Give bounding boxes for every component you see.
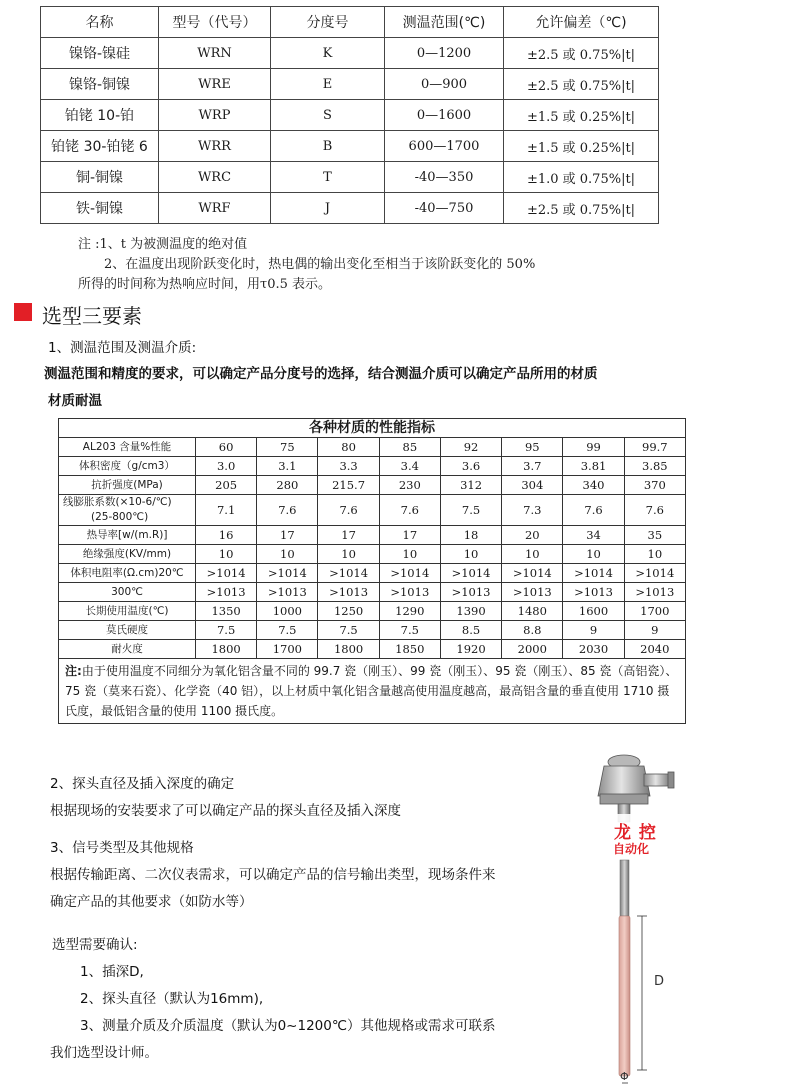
table-cell: 10 bbox=[257, 545, 318, 564]
table-cell: >1014 bbox=[196, 564, 257, 583]
table-cell: 17 bbox=[318, 526, 379, 545]
table-cell: 1250 bbox=[318, 602, 379, 621]
table-cell: 205 bbox=[196, 476, 257, 495]
header-tolerance: 允许偏差（℃) bbox=[504, 7, 659, 38]
row-tolerance: ±2.5 或 0.75%|t| bbox=[504, 193, 659, 224]
row-model: WRN bbox=[159, 38, 271, 69]
table-cell: 10 bbox=[196, 545, 257, 564]
table-cell: 2030 bbox=[563, 640, 624, 659]
row-graduation: B bbox=[271, 131, 385, 162]
table-cell: 1390 bbox=[440, 602, 501, 621]
table-cell: 7.1 bbox=[196, 495, 257, 526]
row-model: WRF bbox=[159, 193, 271, 224]
row-graduation: E bbox=[271, 69, 385, 100]
table-cell: 280 bbox=[257, 476, 318, 495]
row-tolerance: ±1.5 或 0.25%|t| bbox=[504, 100, 659, 131]
table-cell: 17 bbox=[257, 526, 318, 545]
table-cell: 7.5 bbox=[257, 621, 318, 640]
table-row bbox=[59, 564, 686, 583]
table-cell: 2000 bbox=[502, 640, 563, 659]
row-label: 耐火度 bbox=[59, 640, 196, 659]
table-cell: 8.8 bbox=[502, 621, 563, 640]
row-label: 300℃ bbox=[59, 583, 196, 602]
confirm-item-4: 我们选型设计师。 bbox=[50, 1045, 158, 1061]
table-row bbox=[41, 193, 659, 224]
table-cell: 7.6 bbox=[379, 495, 440, 526]
table-cell: >1014 bbox=[624, 564, 685, 583]
item2-title: 2、探头直径及插入深度的确定 bbox=[50, 776, 235, 792]
dimension-phi-label: Φ bbox=[620, 1070, 629, 1083]
section-marker bbox=[14, 303, 32, 321]
row-label-line-2: (25-800℃) bbox=[91, 511, 149, 523]
table-cell: 230 bbox=[379, 476, 440, 495]
row-graduation: K bbox=[271, 38, 385, 69]
row-model: WRR bbox=[159, 131, 271, 162]
table-cell: >1013 bbox=[257, 583, 318, 602]
table-cell: >1013 bbox=[196, 583, 257, 602]
item3-text-1: 根据传输距离、二次仪表需求，可以确定产品的信号输出类型，现场条件来 bbox=[50, 867, 496, 883]
table-cell: 215.7 bbox=[318, 476, 379, 495]
table-row bbox=[59, 495, 686, 526]
table-cell: 7.6 bbox=[257, 495, 318, 526]
table-note-text: 由于使用温度不同细分为氧化铝含量不同的 99.7 瓷（刚玉）、99 瓷（刚玉）、95 瓷（刚玉）、85 瓷（高铝瓷）、75 瓷（莫来石瓷）、化学瓷（40 铝），以上材质中氧化铝含量越高使用温度越高，最高铝含量的垂直使用 1710 摄氏度，最低铝含量的使用 1100 摄氏度。 bbox=[65, 664, 678, 718]
table-cell: 7.3 bbox=[502, 495, 563, 526]
table-row bbox=[59, 457, 686, 476]
table-cell: 20 bbox=[502, 526, 563, 545]
row-name: 镍铬-镍硅 bbox=[41, 38, 159, 69]
table-cell: >1014 bbox=[318, 564, 379, 583]
section-title: 选型三要素 bbox=[42, 304, 142, 328]
item1-title: 1、测温范围及测温介质: bbox=[48, 340, 197, 356]
table-cell: 8.5 bbox=[440, 621, 501, 640]
table-cell: 7.6 bbox=[563, 495, 624, 526]
table-cell: 95 bbox=[502, 438, 563, 457]
table-cell: 3.81 bbox=[563, 457, 624, 476]
table-cell: >1014 bbox=[440, 564, 501, 583]
table-cell: 3.3 bbox=[318, 457, 379, 476]
thermocouple-product-image bbox=[580, 748, 700, 1088]
row-range: 0—1200 bbox=[385, 38, 504, 69]
thermocouple-drawing bbox=[580, 748, 700, 1088]
row-graduation: T bbox=[271, 162, 385, 193]
row-label: 体积密度（g/cm3） bbox=[59, 457, 196, 476]
table-cell: 7.5 bbox=[318, 621, 379, 640]
table-cell: 10 bbox=[502, 545, 563, 564]
table-cell: 3.7 bbox=[502, 457, 563, 476]
table-cell: 10 bbox=[379, 545, 440, 564]
table-cell: 1700 bbox=[257, 640, 318, 659]
table-cell: 1000 bbox=[257, 602, 318, 621]
table-cell: >1014 bbox=[379, 564, 440, 583]
header-range: 测温范围(℃) bbox=[385, 7, 504, 38]
table-cell: 1800 bbox=[196, 640, 257, 659]
table-cell: 312 bbox=[440, 476, 501, 495]
table-row bbox=[59, 438, 686, 457]
table-cell: 3.1 bbox=[257, 457, 318, 476]
row-model: WRC bbox=[159, 162, 271, 193]
item3-title: 3、信号类型及其他规格 bbox=[50, 840, 194, 856]
row-range: -40—750 bbox=[385, 193, 504, 224]
table-cell: 35 bbox=[624, 526, 685, 545]
confirm-item-2: 2、探头直径（默认为16mm), bbox=[80, 991, 264, 1007]
brand-logo-line-2: 自动化 bbox=[613, 842, 650, 856]
confirm-item-1: 1、插深D, bbox=[80, 964, 144, 980]
table-row bbox=[41, 100, 659, 131]
table-cell: 1920 bbox=[440, 640, 501, 659]
row-name: 铜-铜镍 bbox=[41, 162, 159, 193]
table-row bbox=[41, 69, 659, 100]
row-label: 长期使用温度(℃) bbox=[59, 602, 196, 621]
note-line-2: 2、在温度出现阶跃变化时，热电偶的输出变化至相当于该阶跃变化的 50% bbox=[104, 257, 536, 272]
table-row bbox=[59, 640, 686, 659]
table-cell: 34 bbox=[563, 526, 624, 545]
dimension-d-label: D bbox=[654, 974, 665, 989]
table-cell: 7.6 bbox=[624, 495, 685, 526]
table-cell: 10 bbox=[563, 545, 624, 564]
table-row bbox=[59, 545, 686, 564]
row-graduation: J bbox=[271, 193, 385, 224]
table-cell: >1013 bbox=[563, 583, 624, 602]
table-cell: 7.5 bbox=[379, 621, 440, 640]
table-cell: 1700 bbox=[624, 602, 685, 621]
header-name: 名称 bbox=[41, 7, 159, 38]
row-label: 抗折强度(MPa) bbox=[59, 476, 196, 495]
row-label: 绝缘强度(KV/mm) bbox=[59, 545, 196, 564]
row-label: 体积电阻率(Ω.cm)20℃ bbox=[59, 564, 196, 583]
table-cell: 10 bbox=[440, 545, 501, 564]
thermocouple-spec-table bbox=[40, 6, 659, 224]
table-note-row bbox=[59, 659, 686, 724]
confirm-title: 选型需要确认: bbox=[52, 937, 138, 953]
table-row bbox=[41, 38, 659, 69]
row-label-line-1: 线膨胀系数(×10-6/℃) bbox=[63, 496, 172, 508]
table-row bbox=[41, 162, 659, 193]
table-cell: 1480 bbox=[502, 602, 563, 621]
table-cell: 3.4 bbox=[379, 457, 440, 476]
table-cell: 17 bbox=[379, 526, 440, 545]
table-cell: 92 bbox=[440, 438, 501, 457]
table-cell: 16 bbox=[196, 526, 257, 545]
table-cell: >1014 bbox=[502, 564, 563, 583]
row-tolerance: ±2.5 或 0.75%|t| bbox=[504, 38, 659, 69]
row-name: 铂铑 10-铂 bbox=[41, 100, 159, 131]
table-cell: 80 bbox=[318, 438, 379, 457]
table-cell: 370 bbox=[624, 476, 685, 495]
table-row bbox=[41, 131, 659, 162]
row-name: 镍铬-铜镍 bbox=[41, 69, 159, 100]
row-model: WRP bbox=[159, 100, 271, 131]
table-cell: 1600 bbox=[563, 602, 624, 621]
table-cell: >1013 bbox=[440, 583, 501, 602]
row-range: 600—1700 bbox=[385, 131, 504, 162]
table-cell: 3.85 bbox=[624, 457, 685, 476]
row-range: 0—900 bbox=[385, 69, 504, 100]
table-title-row bbox=[59, 419, 686, 438]
table-cell: 85 bbox=[379, 438, 440, 457]
table-cell: 9 bbox=[624, 621, 685, 640]
table-cell: 1350 bbox=[196, 602, 257, 621]
row-tolerance: ±1.0 或 0.75%|t| bbox=[504, 162, 659, 193]
row-range: -40—350 bbox=[385, 162, 504, 193]
table-note-label: 注: bbox=[65, 664, 82, 678]
table-cell: 60 bbox=[196, 438, 257, 457]
table-cell: 7.5 bbox=[440, 495, 501, 526]
item3-text-2: 确定产品的其他要求（如防水等） bbox=[50, 894, 253, 910]
row-label bbox=[59, 495, 196, 526]
table-cell: 304 bbox=[502, 476, 563, 495]
row-range: 0—1600 bbox=[385, 100, 504, 131]
material-performance-table bbox=[58, 418, 686, 724]
row-model: WRE bbox=[159, 69, 271, 100]
table-cell: 99 bbox=[563, 438, 624, 457]
row-graduation: S bbox=[271, 100, 385, 131]
table-cell: >1013 bbox=[624, 583, 685, 602]
table-row bbox=[59, 526, 686, 545]
row-label: 热导率[w/(m.R)] bbox=[59, 526, 196, 545]
row-tolerance: ±2.5 或 0.75%|t| bbox=[504, 69, 659, 100]
table-cell: 340 bbox=[563, 476, 624, 495]
header-graduation: 分度号 bbox=[271, 7, 385, 38]
table-cell: 75 bbox=[257, 438, 318, 457]
table-cell: 3.0 bbox=[196, 457, 257, 476]
row-label: 莫氏硬度 bbox=[59, 621, 196, 640]
item2-text: 根据现场的安装要求了可以确定产品的探头直径及插入深度 bbox=[50, 803, 401, 819]
table-row bbox=[59, 476, 686, 495]
table-cell: 2040 bbox=[624, 640, 685, 659]
row-label: AL203 含量%性能 bbox=[59, 438, 196, 457]
table-cell: >1014 bbox=[563, 564, 624, 583]
confirm-item-3: 3、测量介质及介质温度（默认为0~1200℃）其他规格或需求可联系 bbox=[80, 1018, 496, 1034]
row-tolerance: ±1.5 或 0.25%|t| bbox=[504, 131, 659, 162]
table-cell: 18 bbox=[440, 526, 501, 545]
table-title: 各种材质的性能指标 bbox=[59, 419, 686, 438]
item1-sub: 材质耐温 bbox=[48, 393, 102, 409]
table-note bbox=[59, 659, 686, 724]
table-cell: 1800 bbox=[318, 640, 379, 659]
table-header-row bbox=[41, 7, 659, 38]
row-name: 铁-铜镍 bbox=[41, 193, 159, 224]
table-cell: 99.7 bbox=[624, 438, 685, 457]
table-cell: 1290 bbox=[379, 602, 440, 621]
note-line-1: 注 :1、t 为被测温度的绝对值 bbox=[78, 237, 248, 252]
table-cell: 9 bbox=[563, 621, 624, 640]
row-name: 铂铑 30-铂铑 6 bbox=[41, 131, 159, 162]
table-cell: 3.6 bbox=[440, 457, 501, 476]
brand-logo-line-1: 龙 控 bbox=[614, 823, 657, 843]
table-row bbox=[59, 583, 686, 602]
table-cell: >1014 bbox=[257, 564, 318, 583]
table-cell: 7.5 bbox=[196, 621, 257, 640]
table-cell: 1850 bbox=[379, 640, 440, 659]
table-row bbox=[59, 621, 686, 640]
item1-text: 测温范围和精度的要求，可以确定产品分度号的选择，结合测温介质可以确定产品所用的材质 bbox=[44, 366, 598, 382]
header-model: 型号（代号） bbox=[159, 7, 271, 38]
table-cell: 10 bbox=[318, 545, 379, 564]
table-cell: 7.6 bbox=[318, 495, 379, 526]
note-line-3: 所得的时间称为热响应时间，用τ0.5 表示。 bbox=[78, 277, 331, 292]
table-row bbox=[59, 602, 686, 621]
table-cell: >1013 bbox=[502, 583, 563, 602]
table-cell: 10 bbox=[624, 545, 685, 564]
table-cell: >1013 bbox=[318, 583, 379, 602]
table-cell: >1013 bbox=[379, 583, 440, 602]
